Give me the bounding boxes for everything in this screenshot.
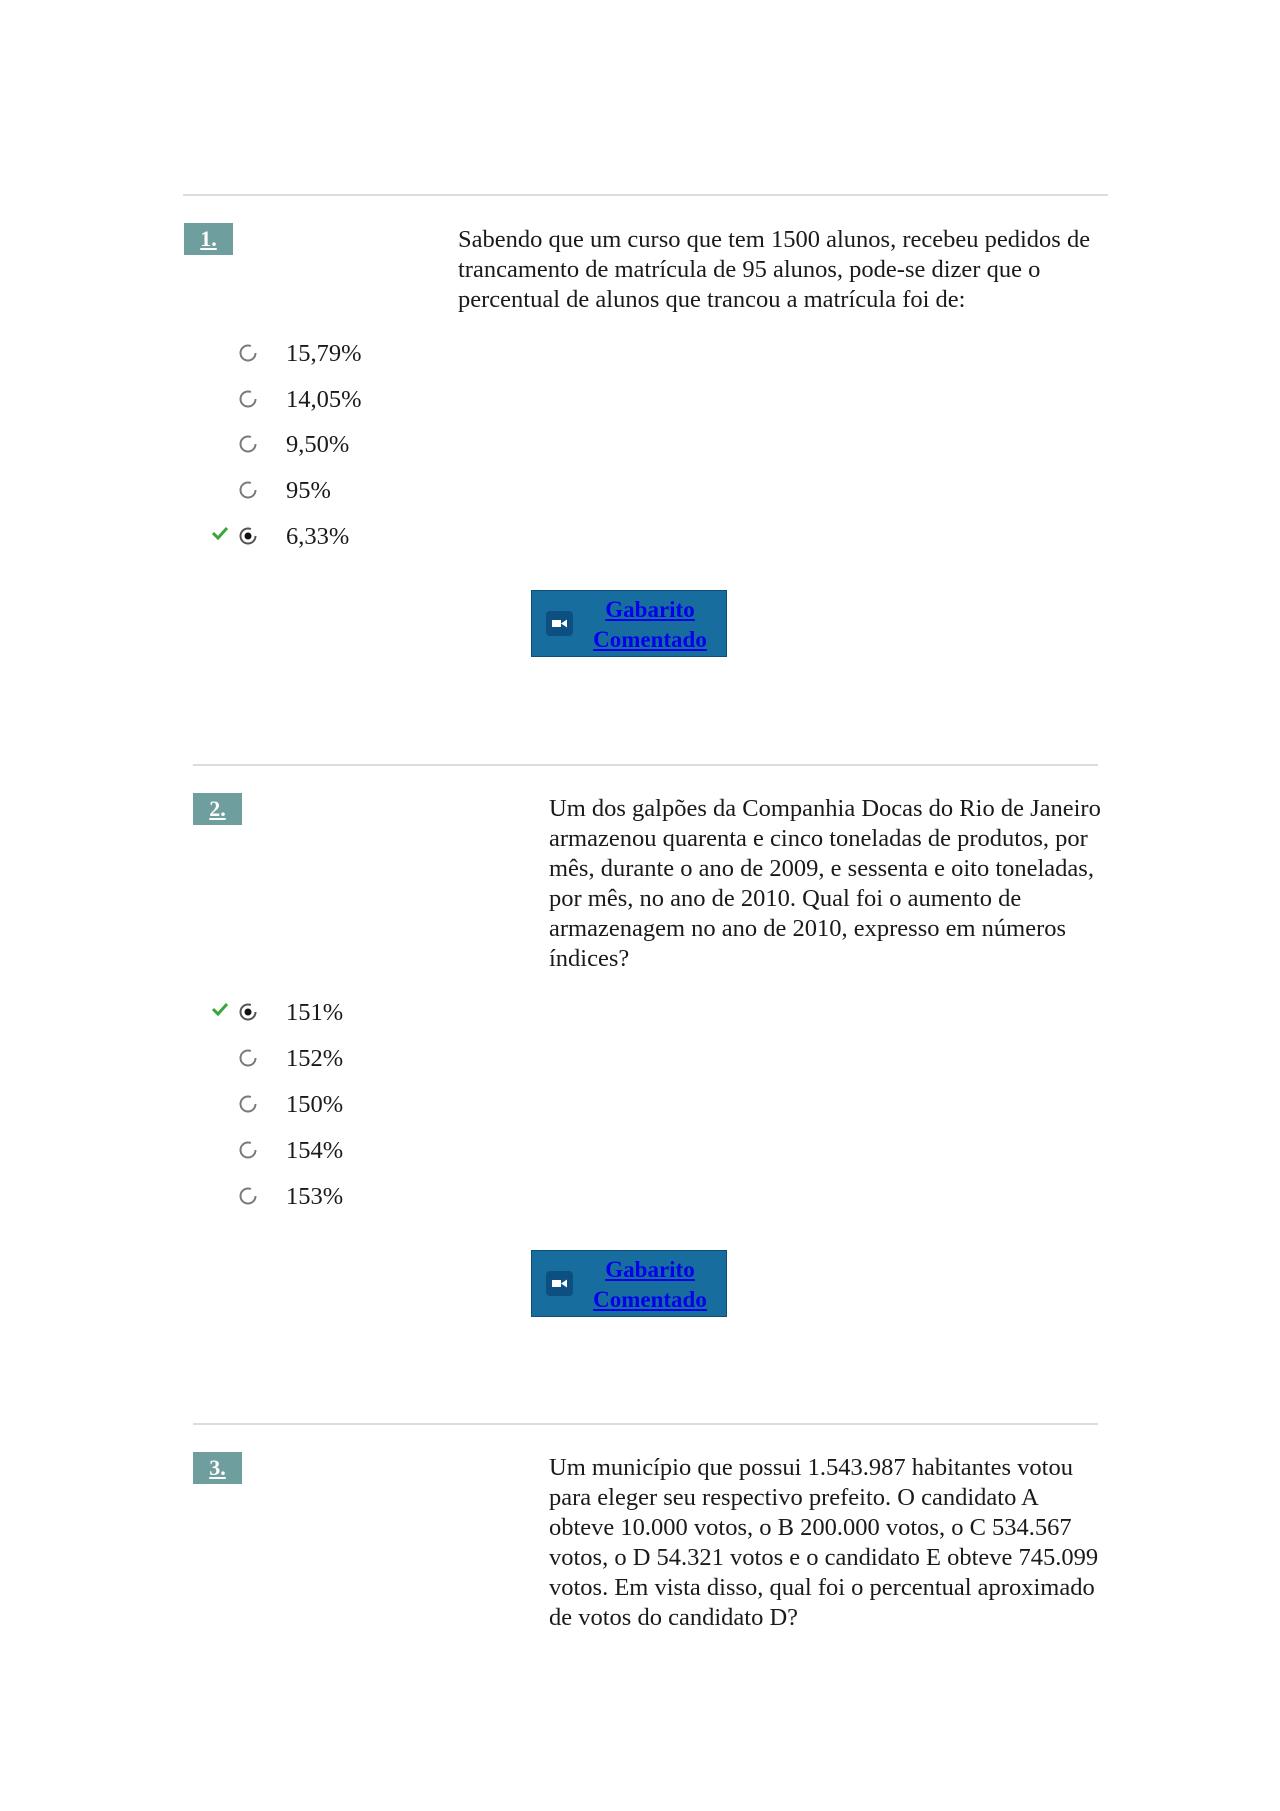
option-label: 151% xyxy=(286,999,344,1026)
radio-icon[interactable] xyxy=(238,1048,258,1068)
gabarito-comentado-link[interactable] xyxy=(578,1255,722,1315)
question-3-divider xyxy=(193,1423,1098,1425)
option-label: 6,33% xyxy=(286,523,350,550)
gabarito-comentado-link[interactable] xyxy=(578,595,722,655)
video-camera-icon xyxy=(546,1271,573,1296)
check-icon xyxy=(212,1002,228,1016)
question-2-option-5[interactable] xyxy=(0,1183,500,1213)
option-label: 150% xyxy=(286,1091,344,1118)
option-label: 9,50% xyxy=(286,431,350,458)
question-3-text: Um município que possui 1.543.987 habitantes votou para eleger seu respectivo prefeito. O candidato A obteve 10.000 votos, o B 200.000 votos, o C 534.567 votos, o D 54.321 votos e o candidato E obteve 745.099 votos. Em vista disso, qual foi o percentual aproximado de votos do candidato D? xyxy=(549,1454,1099,1631)
radio-icon[interactable] xyxy=(238,1140,258,1160)
question-1-text: Sabendo que um curso que tem 1500 alunos, recebeu pedidos de trancamento de matrícula de 95 alunos, pode-se dizer que o percentual de alunos que trancou a matrícula foi de: xyxy=(458,226,1091,313)
question-1-option-3[interactable] xyxy=(0,431,500,461)
option-label: 154% xyxy=(286,1137,344,1164)
question-2-option-4[interactable] xyxy=(0,1137,500,1167)
gabarito-link-line2[interactable]: Comentado xyxy=(593,627,707,652)
gabarito-link-line1[interactable]: Gabarito xyxy=(605,597,695,622)
radio-icon[interactable] xyxy=(238,480,258,500)
radio-icon[interactable] xyxy=(238,389,258,409)
option-label: 15,79% xyxy=(286,340,362,367)
question-3-number: 3. xyxy=(193,1452,242,1484)
option-label: 14,05% xyxy=(286,386,362,413)
radio-icon[interactable] xyxy=(238,1094,258,1114)
option-label: 153% xyxy=(286,1183,344,1210)
radio-selected-icon[interactable] xyxy=(238,526,258,546)
question-2-option-3[interactable] xyxy=(0,1091,500,1121)
radio-icon[interactable] xyxy=(238,1186,258,1206)
video-camera-icon xyxy=(546,611,573,636)
radio-selected-icon[interactable] xyxy=(238,1002,258,1022)
question-2-divider xyxy=(193,764,1098,766)
question-2-option-2[interactable] xyxy=(0,1045,500,1075)
question-1-option-4[interactable] xyxy=(0,477,500,507)
question-1-option-1[interactable] xyxy=(0,340,500,370)
question-2-text: Um dos galpões da Companhia Docas do Rio de Janeiro armazenou quarenta e cinco toneladas de produtos, por mês, durante o ano de 2009, e sessenta e oito toneladas, por mês, no ano de 2010. Qual foi o aumento de armazenagem no ano de 2010, expresso em números índices? xyxy=(549,795,1101,972)
radio-icon[interactable] xyxy=(238,434,258,454)
question-2-number: 2. xyxy=(193,793,242,825)
gabarito-comentado-button-1[interactable] xyxy=(531,590,727,657)
gabarito-comentado-button-2[interactable] xyxy=(531,1250,727,1317)
question-2-option-1[interactable] xyxy=(0,999,500,1029)
question-1-divider xyxy=(183,194,1108,196)
question-1-number: 1. xyxy=(184,223,233,255)
option-label: 152% xyxy=(286,1045,344,1072)
question-1-option-5[interactable] xyxy=(0,523,500,553)
check-icon xyxy=(212,526,228,540)
question-1-option-2[interactable] xyxy=(0,386,500,416)
radio-icon[interactable] xyxy=(238,343,258,363)
option-label: 95% xyxy=(286,477,331,504)
gabarito-link-line2[interactable]: Comentado xyxy=(593,1287,707,1312)
gabarito-link-line1[interactable]: Gabarito xyxy=(605,1257,695,1282)
